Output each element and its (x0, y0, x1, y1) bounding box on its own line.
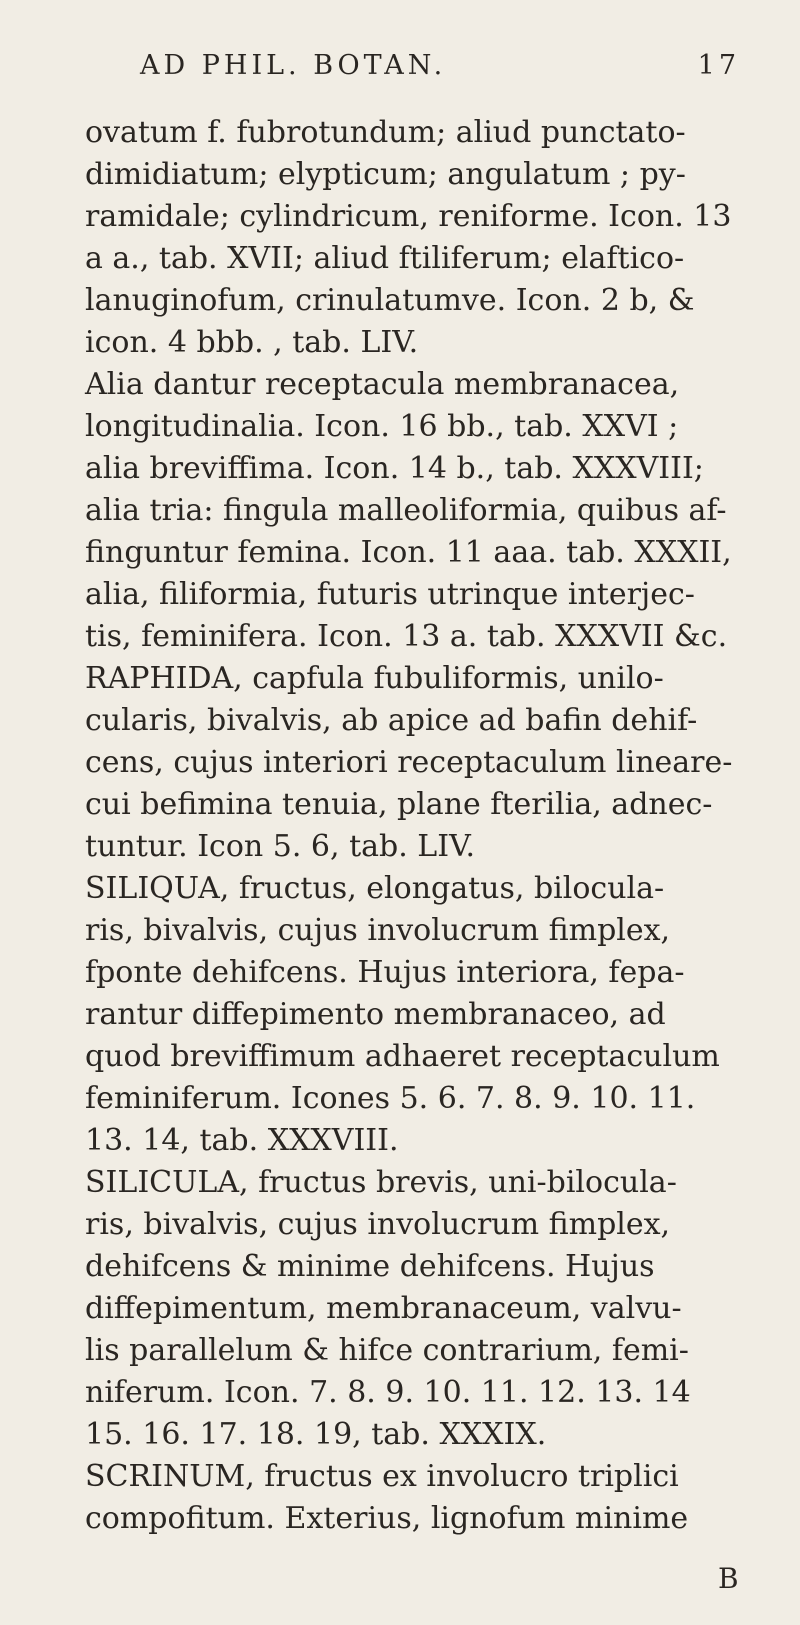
page-number: 17 (697, 50, 740, 81)
text-line: tis, feminifera. Icon. 13 a. tab. XXXVII &c. (85, 619, 728, 654)
text-line: quod breviffimum adhaeret receptaculum (85, 1039, 720, 1074)
text-line: lanuginofum, crinulatumve. Icon. 2 b, & (85, 283, 695, 318)
text-line: SCRINUM, fructus ex involucro triplici (85, 1459, 679, 1494)
text-line: ris, bivalvis, cujus involucrum fimplex, (85, 913, 671, 948)
text-line: icon. 4 bbb. , tab. LIV. (85, 325, 419, 360)
running-title: AD PHIL. BOTAN. (140, 50, 447, 81)
text-line: RAPHIDA, capfula fubuliformis, unilo- (85, 661, 664, 696)
text-line: ovatum f. fubrotundum; aliud punctato- (85, 115, 686, 150)
text-line: rantur diffepimento membranaceo, ad (85, 997, 666, 1032)
text-line: SILIQUA, fructus, elongatus, bilocula- (85, 871, 665, 906)
text-line: 15. 16. 17. 18. 19, tab. XXXIX. (85, 1417, 547, 1452)
text-line: compofitum. Exterius, lignofum minime (85, 1501, 689, 1536)
text-line: finguntur femina. Icon. 11 aaa. tab. XXXII, (85, 535, 732, 570)
text-line: alia, filiformia, futuris utrinque interjec- (85, 577, 695, 612)
text-line: 13. 14, tab. XXXVIII. (85, 1123, 399, 1158)
text-line: diffepimentum, membranaceum, valvu- (85, 1291, 682, 1326)
text-line: ramidale; cylindricum, reniforme. Icon. 13 (85, 199, 732, 234)
body-text (85, 112, 750, 1540)
text-line: tuntur. Icon 5. 6, tab. LIV. (85, 829, 476, 864)
text-line: alia tria: fingula malleoliformia, quibus af- (85, 493, 727, 528)
text-line: cui befimina tenuia, plane fterilia, adnec- (85, 787, 713, 822)
text-line: longitudinalia. Icon. 16 bb., tab. XXVI ; (85, 409, 679, 444)
text-line: feminiferum. Icones 5. 6. 7. 8. 9. 10. 11. (85, 1081, 696, 1116)
text-line: a a., tab. XVII; aliud ftiliferum; elaftico- (85, 241, 685, 276)
text-line: alia breviffima. Icon. 14 b., tab. XXXVIII; (85, 451, 704, 486)
text-line: fponte dehifcens. Hujus interiora, fepa- (85, 955, 685, 990)
text-line: cularis, bivalvis, ab apice ad bafin dehif- (85, 703, 698, 738)
text-line: Alia dantur receptacula membranacea, (85, 367, 680, 402)
text-line: SILICULA, fructus brevis, uni-bilocula- (85, 1165, 677, 1200)
text-line: ris, bivalvis, cujus involucrum fimplex, (85, 1207, 671, 1242)
text-line: niferum. Icon. 7. 8. 9. 10. 11. 12. 13. 14 (85, 1375, 691, 1410)
text-line: dehifcens & minime dehifcens. Hujus (85, 1249, 655, 1284)
signature-mark: B (718, 1562, 739, 1595)
text-line: dimidiatum; elypticum; angulatum ; py- (85, 157, 686, 192)
text-line: lis parallelum & hifce contrarium, femi- (85, 1333, 689, 1368)
text-line: cens, cujus interiori receptaculum lineare- (85, 745, 733, 780)
